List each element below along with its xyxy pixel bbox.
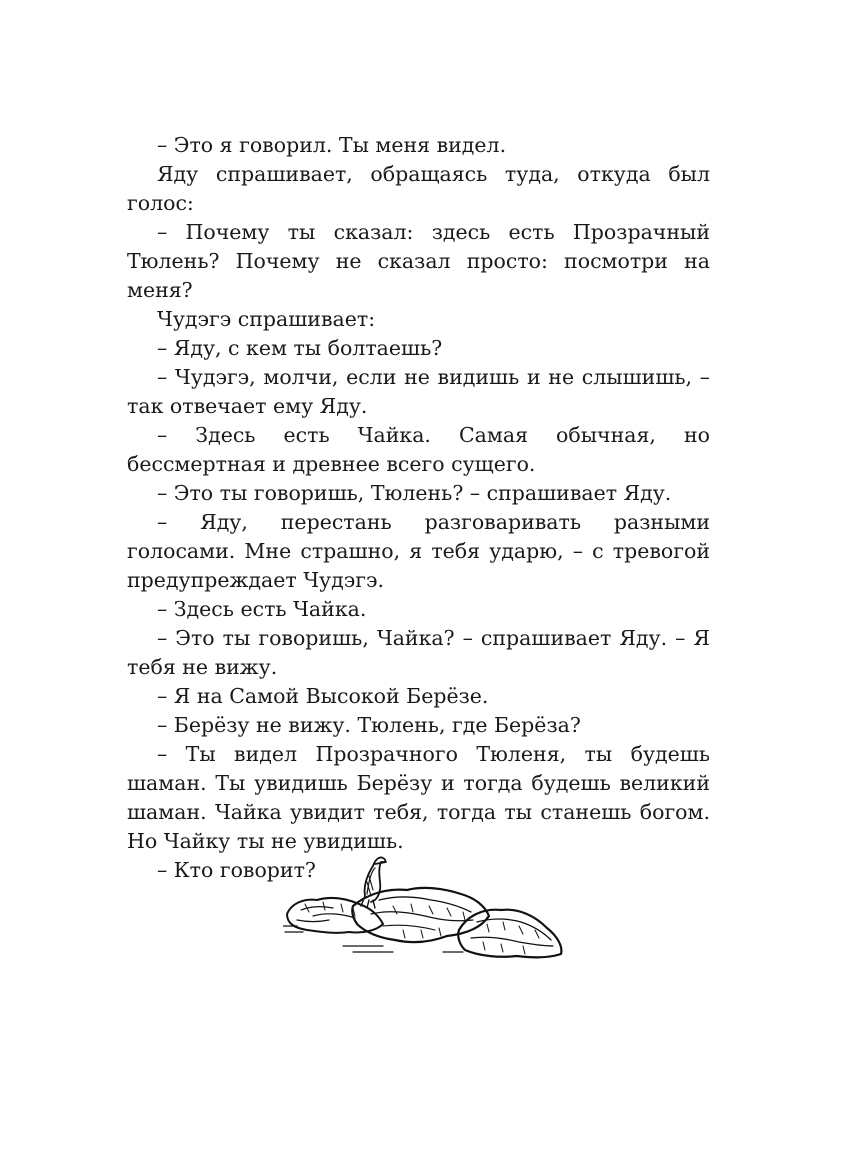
paragraph: – Здесь есть Чайка. [157, 597, 367, 621]
paragraph: – Яду, перестань разговаривать разными голосами. Мне страшно, я тебя ударю, – с тревогой предупреждает Чудэгэ. [127, 510, 710, 592]
paragraph: – Я на Самой Высокой Берёзе. [157, 684, 489, 708]
paragraph: Яду спрашивает, обращаясь туда, откуда был голос: [127, 162, 710, 215]
paragraph: – Кто говорит? [157, 858, 316, 882]
rock-right [458, 910, 561, 958]
paragraph: – Это ты говоришь, Тюлень? – спрашивает Яду. [157, 481, 672, 505]
paragraph: – Берёзу не вижу. Тюлень, где Берёза? [157, 713, 581, 737]
paragraph: – Здесь есть Чайка. Самая обычная, но бессмертная и древнее всего сущего. [127, 423, 710, 476]
paragraph: – Яду, с кем ты болтаешь? [157, 336, 443, 360]
paragraph: – Это я говорил. Ты меня видел. [157, 133, 507, 157]
paragraph: Чудэгэ спрашивает: [157, 307, 376, 331]
rock-middle [352, 888, 489, 942]
paragraph: – Чудэгэ, молчи, если не видишь и не слышишь, – так отвечает ему Яду. [127, 365, 710, 418]
seagull-on-rocks-icon [283, 850, 565, 965]
seagull-icon [361, 857, 386, 908]
body-text [127, 131, 710, 885]
paragraph: – Почему ты сказал: здесь есть Прозрачный Тюлень? Почему не сказал просто: посмотри на меня? [127, 220, 710, 302]
paragraph: – Ты видел Прозрачного Тюленя, ты будешь шаман. Ты увидишь Берёзу и тогда будешь великий шаман. Чайка увидит тебя, тогда ты станешь богом. Но Чайку ты не увидишь. [127, 742, 710, 853]
paragraph: – Это ты говоришь, Чайка? – спрашивает Яду. – Я тебя не вижу. [127, 626, 710, 679]
